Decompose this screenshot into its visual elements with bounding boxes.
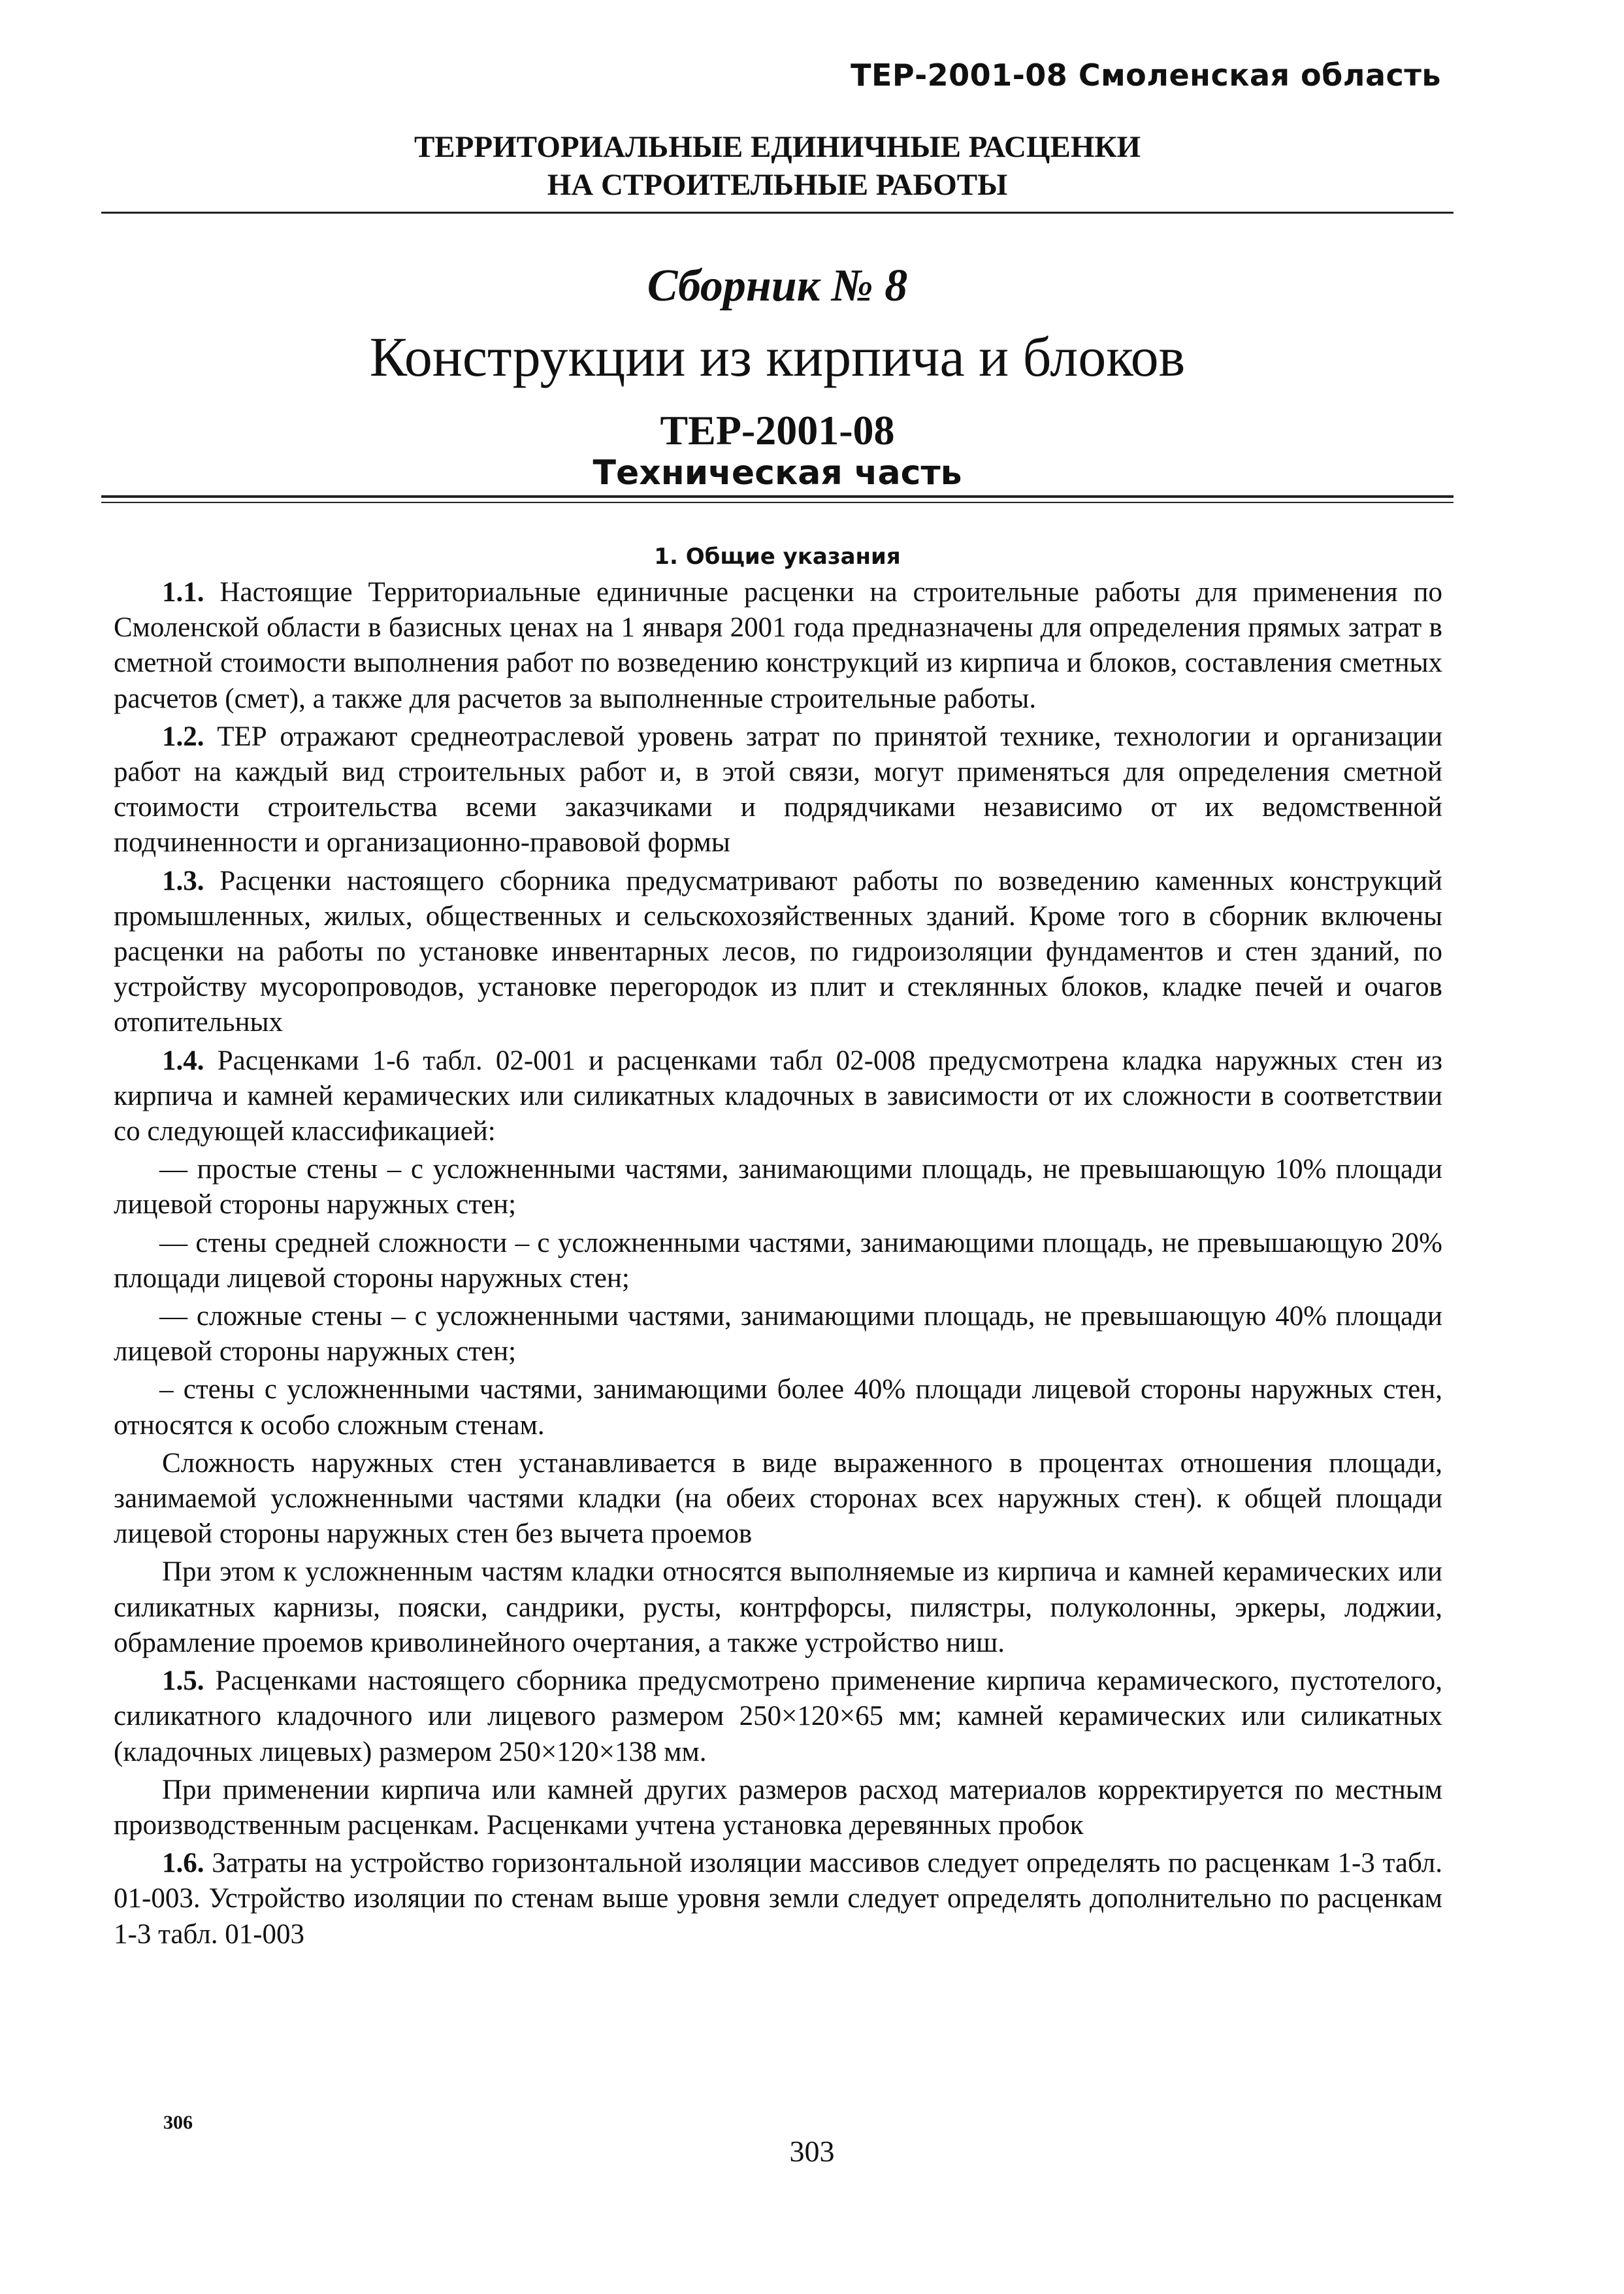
- paragraph-text: — простые стены – с усложненными частями, занимающими площадь, не превышающую 10% площади лицевой стороны наружных стен;: [114, 1154, 1442, 1221]
- paragraph: [114, 1446, 1442, 1552]
- section-body: [114, 575, 1442, 1955]
- paragraph-text: — стены средней сложности – с усложненными частями, занимающими площадь, не превышающую 20% площади лицевой стороны наружных стен;: [114, 1227, 1442, 1294]
- paragraph-number: 1.2.: [162, 721, 204, 752]
- paragraph-text: Расценки настоящего сборника предусматривают работы по возведению каменных конструкций промышленных, жилых, общественных и сельскохозяйственных зданий. Кроме того в сборник включены расценки на работы по установке инвентарных лесов, по гидроизоляции фундаментов и стен зданий, по устройству мусоропроводов, установке перегородок из плит и стеклянных блоков, кладке печей и очагов отопительных: [114, 865, 1442, 1038]
- part-divider-thin: [101, 502, 1453, 503]
- paragraph-1-4: [114, 1043, 1442, 1150]
- header-divider: [101, 212, 1453, 214]
- collection-name: Сборник № 8: [647, 261, 908, 311]
- page-number: 303: [789, 2135, 835, 2168]
- paragraph-number: 1.3.: [162, 865, 204, 896]
- paragraph-text: ТЕР отражают среднеотраслевой уровень затрат по принятой технике, технологии и организации работ на каждый вид строительных работ и, в этой связи, могут применяться для определения сметной стоимости строительства всеми заказчиками и подрядчиками независимо от их ведомственной подчиненности и организационно-правовой формы: [114, 721, 1442, 859]
- paragraph-text: Расценками настоящего сборника предусмотрено применение кирпича керамического, пустотелого, силикатного кладочного или лицевого размером 250×120×65 мм; камней керамических или силикатных (кладочных лицевых) размером 250×120×138 мм.: [114, 1665, 1442, 1767]
- paragraph-number: 1.1.: [162, 577, 204, 608]
- paragraph: [114, 1773, 1442, 1843]
- list-item: [114, 1299, 1442, 1369]
- paragraph-1-2: [114, 719, 1442, 861]
- paragraph-1-1: [114, 575, 1442, 717]
- document-title-line-1: ТЕРРИТОРИАЛЬНЫЕ ЕДИНИЧНЫЕ РАСЦЕНКИ: [414, 130, 1141, 164]
- list-item: [114, 1372, 1442, 1443]
- paragraph-text: Сложность наружных стен устанавливается в виде выраженного в процентах отношения площади, занимаемой усложненными частями кладки (на обеих сторонах всех наружных стен). к общей площади лицевой стороны наружных стен без вычета проемов: [114, 1447, 1442, 1550]
- document-title-line-2: НА СТРОИТЕЛЬНЫЕ РАБОТЫ: [547, 168, 1008, 202]
- paragraph-text: Расценками 1-6 табл. 02-001 и расценками табл 02-008 предусмотрена кладка наружных стен из кирпича и камней керамических или силикатных кладочных в зависимости от их сложности в соответствии со следующей классификацией:: [114, 1045, 1442, 1147]
- paragraph-text: При применении кирпича или камней других размеров расход материалов корректируется по местным производственным расценкам. Расценками учтена установка деревянных пробок: [114, 1774, 1442, 1841]
- collection-subtitle: Конструкции из кирпича и блоков: [369, 325, 1186, 388]
- paragraph-1-6: [114, 1846, 1442, 1952]
- paragraph-1-5: [114, 1663, 1442, 1770]
- paragraph-1-3: [114, 864, 1442, 1041]
- collection-code: ТЕР-2001-08: [660, 407, 895, 453]
- list-item: [114, 1226, 1442, 1296]
- paragraph-number: 1.5.: [162, 1665, 204, 1697]
- paragraph-text: Настоящие Территориальные единичные расценки на строительные работы для применения по Смоленской области в базисных ценах на 1 января 2001 года предназначены для определения прямых затрат в сметной стоимости выполнения работ по возведению конструкций из кирпича и блоков, составления сметных расчетов (смет), а также для расчетов за выполненные строительные работы.: [114, 577, 1442, 714]
- paragraph-text: При этом к усложненным частям кладки относятся выполняемые из кирпича и камней керамических или силикатных карнизы, пояски, сандрики, русты, контрфорсы, пилястры, полуколонны, эркеры, лоджии, обрамление проемов криволинейного очертания, а также устройство ниш.: [114, 1556, 1442, 1658]
- paragraph-number: 1.6.: [162, 1848, 204, 1879]
- paragraph: [114, 1554, 1442, 1661]
- paragraph-number: 1.4.: [162, 1045, 204, 1076]
- part-title: Техническая часть: [593, 453, 962, 493]
- part-divider: [101, 495, 1453, 498]
- corner-mark: 306: [163, 2112, 193, 2133]
- running-header: ТЕР-2001-08 Смоленская область: [851, 57, 1441, 93]
- section-title: 1. Общие указания: [654, 544, 901, 570]
- paragraph-text: — сложные стены – с усложненными частями, занимающими площадь, не превышающую 40% площади лицевой стороны наружных стен;: [114, 1301, 1442, 1368]
- paragraph-text: Затраты на устройство горизонтальной изоляции массивов следует определять по расценкам 1-3 табл. 01-003. Устройство изоляции по стенам выше уровня земли следует определять дополнительно по расценкам 1-3 табл. 01-003: [114, 1848, 1442, 1950]
- list-item: [114, 1152, 1442, 1222]
- document-title: [105, 128, 1450, 204]
- paragraph-text: – стены с усложненными частями, занимающими более 40% площади лицевой стороны наружных стен, относятся к особо сложным стенам.: [114, 1374, 1442, 1441]
